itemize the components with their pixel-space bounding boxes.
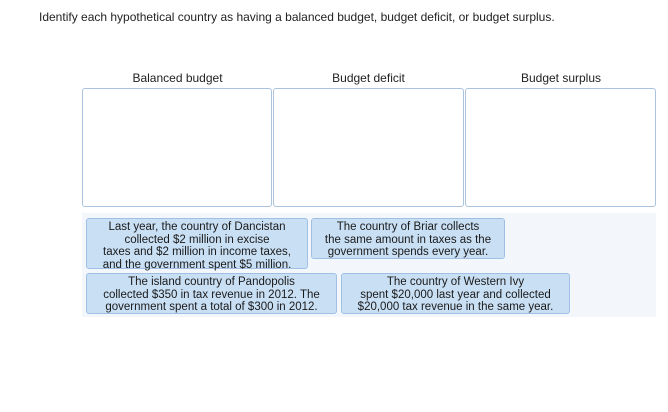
- drop-zone-balanced-budget[interactable]: [82, 88, 272, 207]
- card-line: government spent a total of $300 in 2012.: [105, 301, 318, 313]
- answer-bank: [82, 213, 656, 317]
- question-instruction: Identify each hypothetical country as having a balanced budget, budget deficit, or budget surplus.: [39, 10, 555, 24]
- card-line: collected $2 million in excise: [124, 233, 270, 246]
- card-line: The country of Western Ivy: [386, 276, 525, 288]
- card-line: Last year, the country of Dancistan: [108, 221, 286, 233]
- card-line: the same amount in taxes as the: [324, 233, 492, 246]
- card-line: government spends every year.: [327, 246, 489, 258]
- draggable-card-briar[interactable]: [311, 218, 505, 259]
- card-line: taxes and $2 million in income taxes,: [103, 246, 291, 258]
- card-line: collected $350 in tax revenue in 2012. The: [103, 288, 320, 301]
- draggable-card-dancistan[interactable]: [86, 218, 308, 269]
- category-header-deficit: Budget deficit: [332, 71, 405, 85]
- draggable-card-pandopolis[interactable]: [86, 273, 337, 314]
- card-line: The country of Briar collects: [336, 221, 480, 233]
- card-line: $20,000 tax revenue in the same year.: [357, 301, 554, 313]
- card-line: and the government spent $5 million.: [102, 258, 292, 271]
- drop-zone-budget-surplus[interactable]: [465, 88, 656, 207]
- card-line: The island country of Pandopolis: [128, 276, 295, 288]
- card-line: spent $20,000 last year and collected: [360, 288, 551, 301]
- category-header-surplus: Budget surplus: [520, 71, 602, 85]
- category-header-balanced: Balanced budget: [132, 71, 223, 85]
- draggable-card-western-ivy[interactable]: [341, 273, 570, 314]
- drop-zone-budget-deficit[interactable]: [273, 88, 464, 207]
